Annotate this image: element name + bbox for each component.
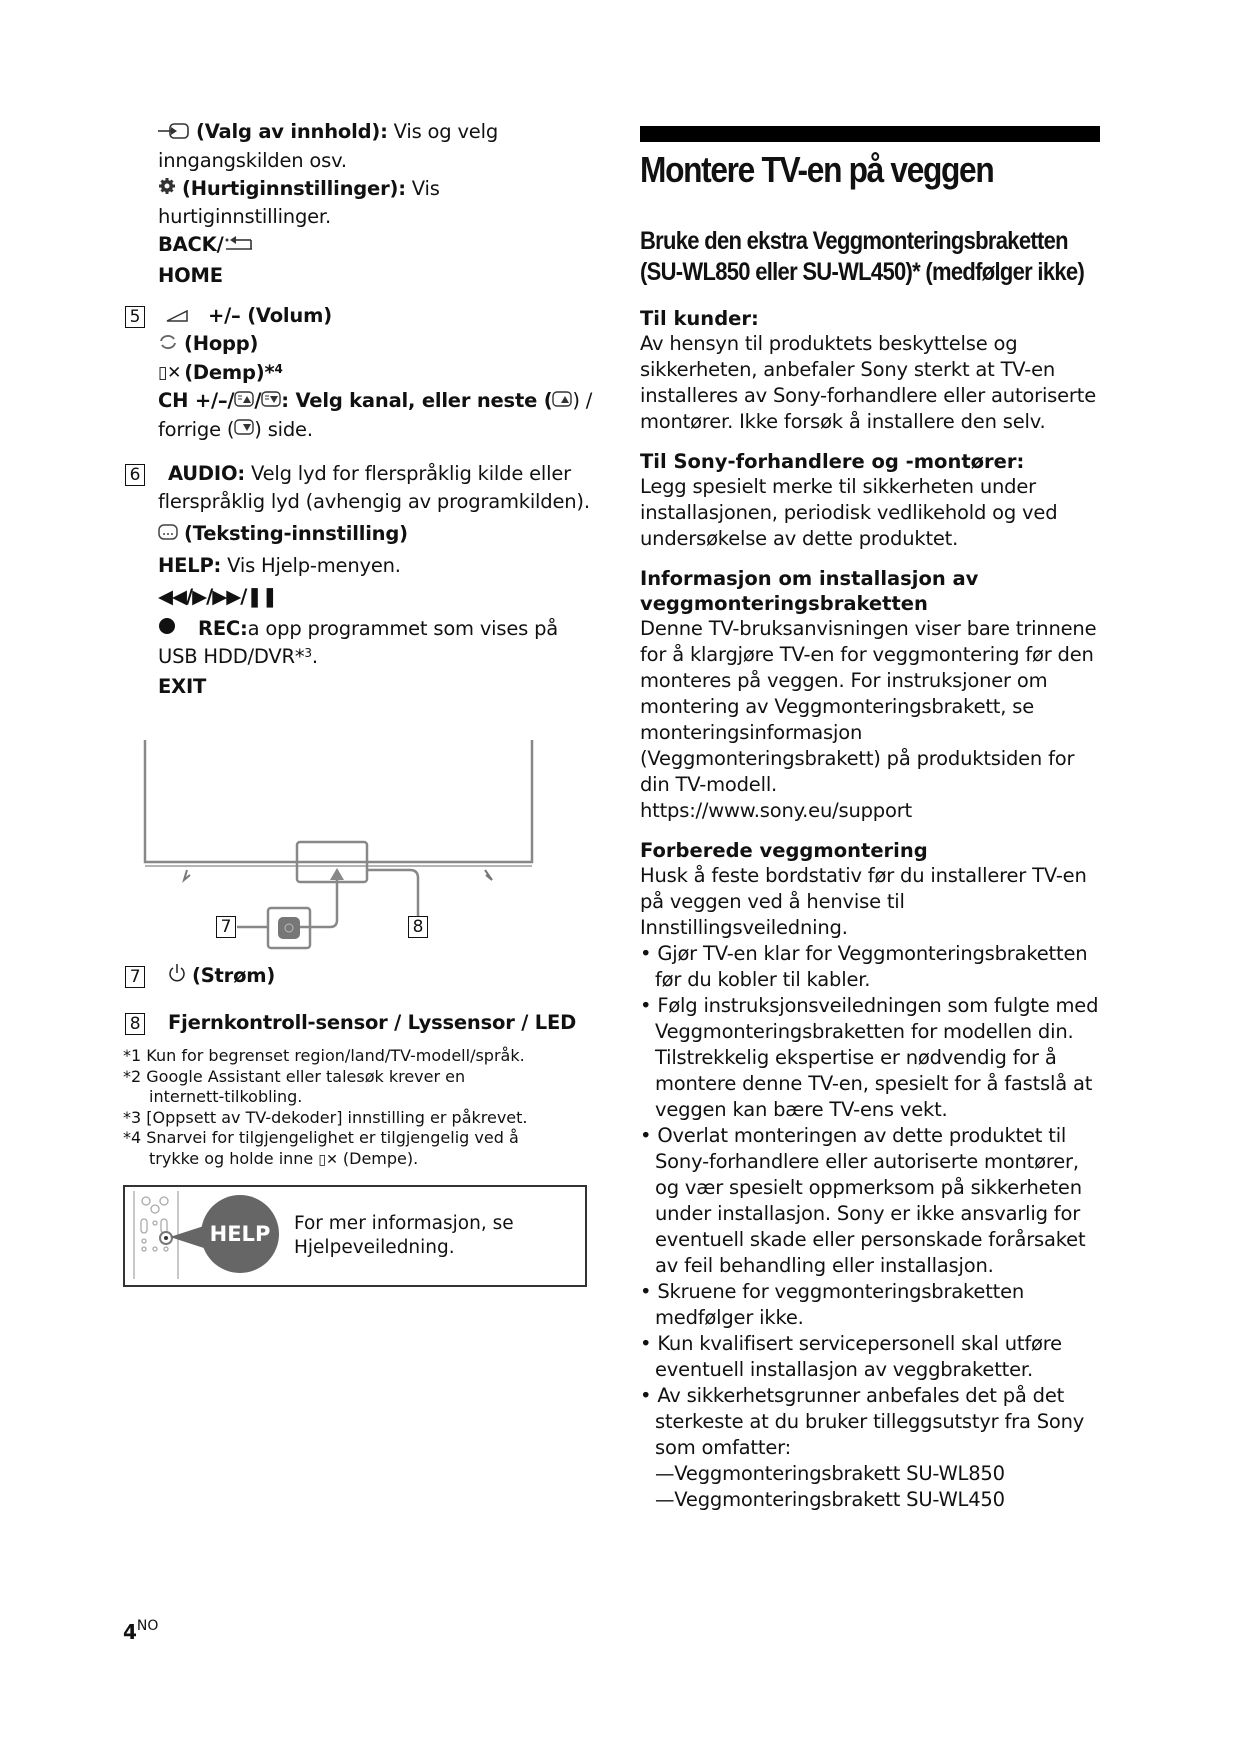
footnotes xyxy=(123,1046,528,1170)
page-down-icon xyxy=(261,388,281,416)
page-number: $4^{NO}$ xyxy=(123,1618,159,1644)
section-title-line1: Bruke den ekstra Veggmonteringsbraketten xyxy=(640,227,1068,255)
back-button-label: BACK/ xyxy=(158,231,598,260)
support-url-link[interactable]: https://www.sony.eu/support xyxy=(640,799,912,822)
diagram-label-8: 8 xyxy=(408,916,428,938)
footnote-2-cont: internett-tilkobling. xyxy=(149,1087,303,1106)
item-6 xyxy=(129,460,598,701)
hurtiginnstillinger: (Hurtiginnstillinger): Vis xyxy=(158,175,598,204)
page-title: Montere TV-en på veggen xyxy=(640,149,994,190)
rec-cont: USB HDD/DVR*$^3$. xyxy=(158,645,318,668)
item-7: 7 (Strøm) xyxy=(158,962,275,991)
number-box-8: 8 xyxy=(125,1013,145,1035)
number-box-5: 5 xyxy=(125,306,145,328)
kunder-section: Til kunder: Av hensyn til produktets beskyttelse og sikkerheten, anbefaler Sony sterkt at TV-en installeres av Sony-forhandlere eller autoriserte montører. Ikke forsøk å installere den selv. xyxy=(640,307,1096,433)
home-label: HOME xyxy=(158,263,223,287)
transport-controls: ◀◀/▶/▶▶/❚❚ xyxy=(158,584,278,608)
rec-line: REC:a opp programmet som vises på xyxy=(158,615,598,644)
section-title-line2: (SU-WL850 eller SU-WL450)* (medfølger ikke) xyxy=(640,258,1085,286)
page-down-icon xyxy=(234,416,254,444)
hurtig-cont: hurtiginnstillinger. xyxy=(158,205,331,228)
number-box-7: 7 xyxy=(125,966,145,988)
page-up-icon xyxy=(552,388,572,416)
bullet-item: • Kun kvalifisert servicepersonell skal utføre eventuell installasjon av veggbraketter. xyxy=(640,1332,1062,1381)
input-icon xyxy=(158,119,190,147)
item-5 xyxy=(129,302,598,445)
left-column xyxy=(129,118,598,701)
mute-icon: ▯✕ xyxy=(318,1151,338,1168)
bullet-item: • Følg instruksjonsveiledningen som fulgte med Veggmonteringsbraketten for modellen din. Tilstrekkelig ekspertise er nødvendig for å montere denne TV-en, spesielt for å fastslå at veggen kan bære TV-ens vekt. xyxy=(640,994,1099,1121)
ch-line: CH +/–/ / : Velg kanal, eller neste ( ) / xyxy=(158,387,598,416)
footnote-2: *2 Google Assistant eller talesøk krever en xyxy=(123,1066,466,1086)
help-info-box xyxy=(123,1185,587,1287)
forberede-section: Forberede veggmontering Husk å feste bordstativ før du installerer TV-en på veggen ved å henvise til Innstillingsveiledning. • Gjør TV-en klar for Veggmonteringsbraketten før du kobler til kabler. • Følg instruksjonsveiledningen som fulgte med Veggmonteringsbraketten for modellen din. Tilstrekkelig ekspertise er nødvendig for å montere denne TV-en, spesielt for å fastslå at veggen kan bære TV-ens vekt. • Overlat monteringen av dette produktet til Sony-forhandlere eller autoriserte montører, og vær spesielt oppmerksom på sikkerheten under installasjon. Sony er ikke ansvarlig for eventuell skade eller personskade forårsaket av feil behandling eller installasjon. • Skruene for veggmonteringsbraketten medfølger ikke. • Kun kvalifisert servicepersonell skal utføre eventuell installasjon av veggbraketter. • Av sikkerhetsgrunner anbefales det på det sterkeste at du bruker tilleggsutstyr fra Sony som omfatter: —Veggmonteringsbrakett SU-WL850 —Veggmonteringsbrakett SU-WL450 xyxy=(640,839,1099,1511)
diagram-label-7: 7 xyxy=(216,916,236,938)
info-section: Informasjon om installasjon av veggmonteringsbraketten Denne TV-bruksanvisningen viser bare trinnene for å klargjøre TV-en for veggmontering før den monteres på veggen. For instruksjoner om montering av Veggmonteringsbrakett, se monteringsinformasjon (Veggmonteringsbrakett) på produktsiden for din TV-modell. https://www.sony.eu/support xyxy=(640,566,1100,824)
footnote-4-cont: trykke og holde inne ▯✕ (Dempe). xyxy=(149,1148,419,1168)
page-up-icon xyxy=(234,388,254,416)
power-icon xyxy=(168,963,186,991)
item-8: 8 Fjernkontroll-sensor / Lyssensor / LED xyxy=(158,1009,576,1037)
footnote-4: *4 Snarvei for tilgjengelighet er tilgjengelig ved å xyxy=(123,1128,519,1147)
teksting-line: (Teksting-innstilling) xyxy=(158,520,598,549)
ch-cont: forrige ( ) side. xyxy=(158,416,598,445)
title-bar xyxy=(640,126,1100,142)
help-text: For mer informasjon, se Hjelpeveiledning. xyxy=(294,1213,514,1258)
volume-icon xyxy=(166,302,188,330)
bullet-item: • Skruene for veggmonteringsbraketten medfølger ikke. xyxy=(640,1280,1025,1329)
back-arrow-icon xyxy=(224,232,254,260)
gear-icon xyxy=(158,175,176,203)
demp-line: ▯✕ (Demp)*$^4$ xyxy=(158,359,598,388)
mute-icon: ▯✕ xyxy=(158,363,182,383)
help-badge: HELP xyxy=(201,1195,279,1273)
volume-line: +/– (Volum) xyxy=(158,302,598,331)
bullet-item: • Gjør TV-en klar for Veggmonteringsbraketten før du kobler til kabler. xyxy=(640,942,1088,991)
valg-av-innhold: (Valg av innhold): Vis og velg xyxy=(158,118,598,147)
audio-cont: flerspråklig lyd (avhengig av programkilden). xyxy=(158,490,590,513)
hopp-line: (Hopp) xyxy=(158,330,598,359)
subtitle-icon xyxy=(158,521,178,549)
tv-bottom-diagram xyxy=(140,740,540,960)
forhandlere-section: Til Sony-forhandlere og -montører: Legg spesielt merke til sikkerheten under installasjonen, periodisk vedlikehold og ved undersøkelse av dette produktet. xyxy=(640,450,1058,550)
footnote-3: *3 [Oppsett av TV-dekoder] innstilling er påkrevet. xyxy=(123,1107,528,1127)
help-line: HELP: Vis Hjelp-menyen. xyxy=(158,553,401,577)
audio-line: AUDIO: Velg lyd for flerspråklig kilde eller xyxy=(168,462,571,485)
jump-icon xyxy=(158,331,178,359)
number-box-6: 6 xyxy=(125,464,145,486)
bullet-item: • Av sikkerhetsgrunner anbefales det på det sterkeste at du bruker tilleggsutstyr fra Sony som omfatter: —Veggmonteringsbrakett SU-WL850 —Veggmonteringsbrakett SU-WL450 xyxy=(640,1384,1085,1511)
valg-cont: inngangskilden osv. xyxy=(158,148,347,172)
footnote-1: *1 Kun for begrenset region/land/TV-modell/språk. xyxy=(123,1046,525,1065)
exit-label: EXIT xyxy=(158,675,207,698)
bullet-item: • Overlat monteringen av dette produktet til Sony-forhandlere eller autoriserte montører, og vær spesielt oppmerksom på sikkerheten under installasjon. Sony er ikke ansvarlig for eventuell skade eller personskade forårsaket av feil behandling eller installasjon. xyxy=(640,1124,1086,1277)
right-column xyxy=(640,226,1100,1513)
record-dot-icon xyxy=(158,615,176,643)
